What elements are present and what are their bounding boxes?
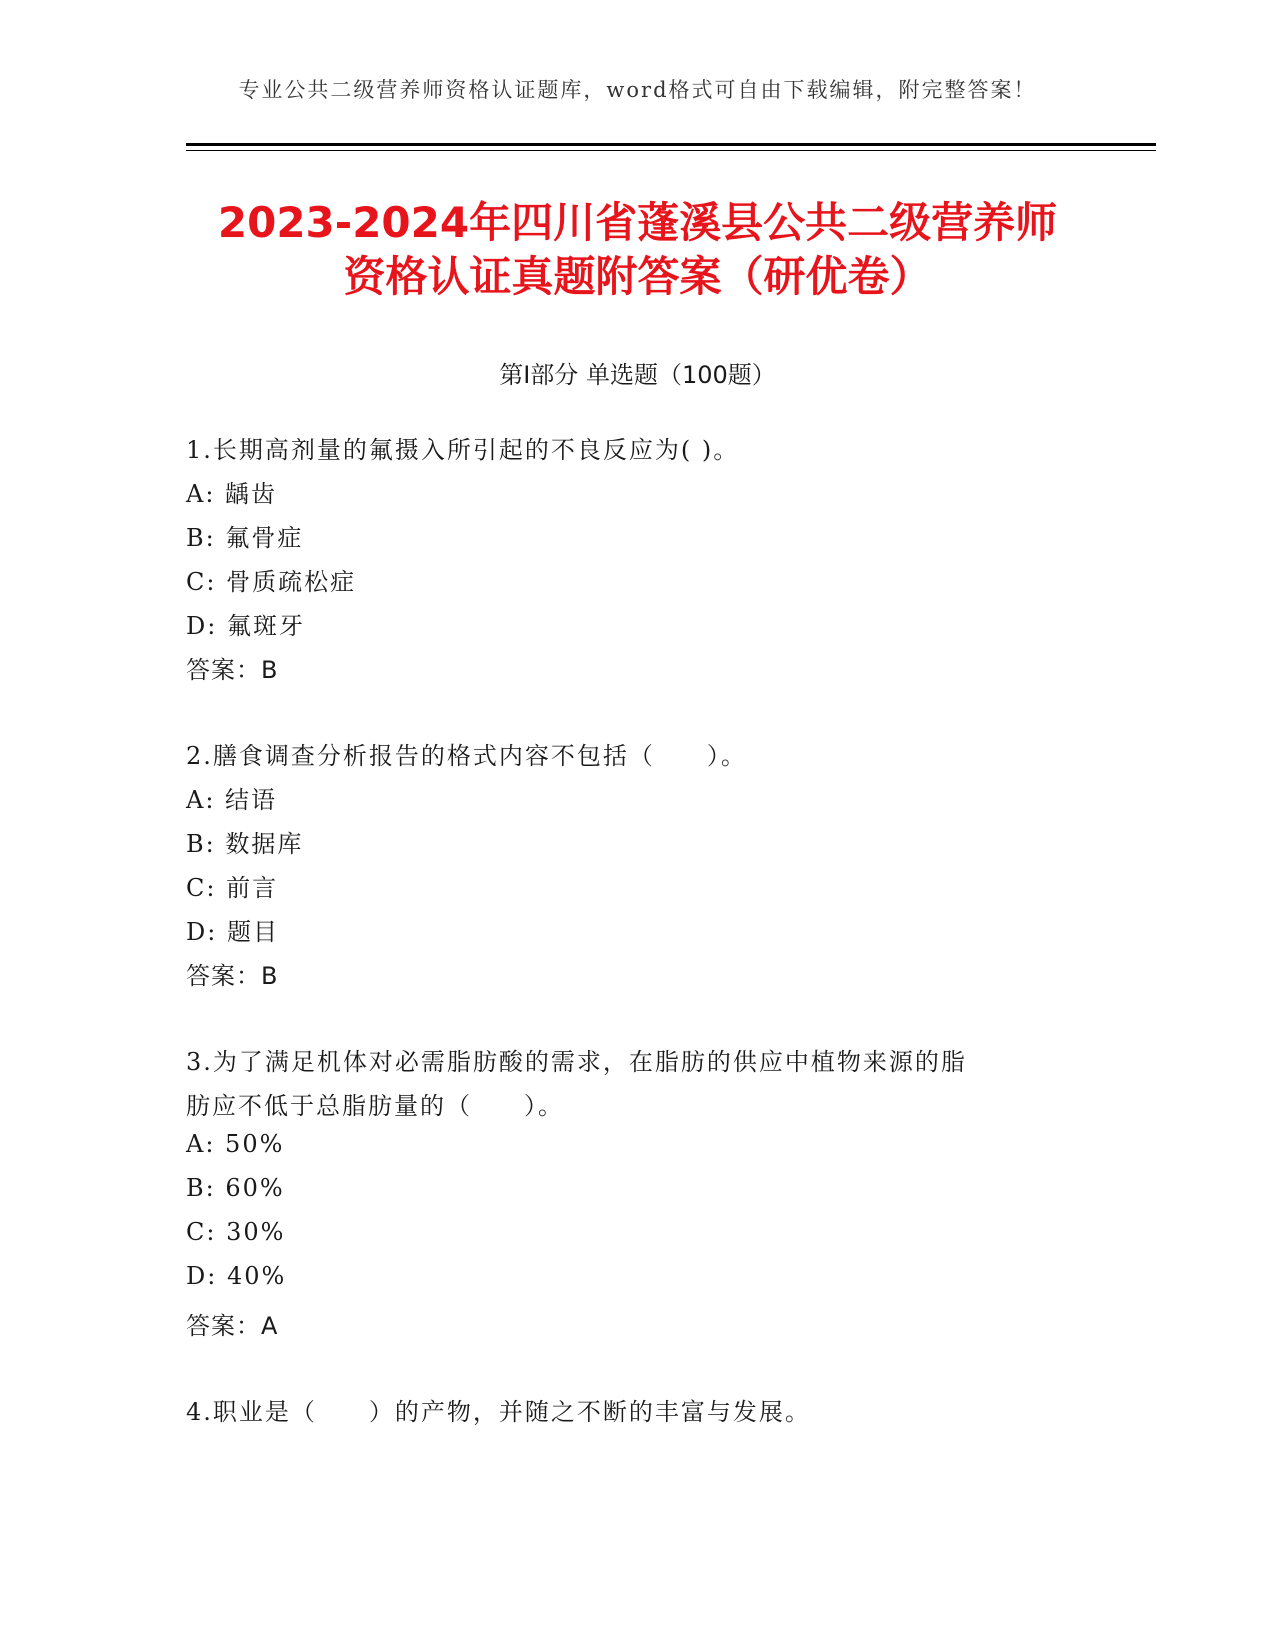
option-b: B: 数据库: [186, 830, 304, 858]
title-line-2: 资格认证真题附答案（研优卷）: [343, 252, 932, 301]
section-title: 第Ⅰ部分 单选题（100题）: [499, 361, 776, 389]
option-a: A: 结语: [186, 786, 278, 814]
title-line-1: 2023-2024年四川省蓬溪县公共二级营养师: [217, 198, 1058, 247]
answer: 答案：B: [186, 656, 279, 684]
option-a: A: 50%: [186, 1130, 285, 1158]
option-c: C: 骨质疏松症: [186, 568, 357, 596]
header-note: 专业公共二级营养师资格认证题库，word格式可自由下载编辑，附完整答案！: [238, 78, 1037, 102]
option-d: D: 氟斑牙: [186, 612, 305, 640]
option-d: D: 40%: [186, 1262, 287, 1290]
question-stem-line-2: 肪应不低于总脂肪量的（ ）。: [186, 1092, 564, 1120]
option-a: A: 龋齿: [186, 480, 278, 508]
option-d: D: 题目: [186, 918, 279, 946]
question-stem: 1.长期高剂量的氟摄入所引起的不良反应为( )。: [186, 436, 740, 464]
header-rule-thin: [186, 150, 1156, 151]
option-c: C: 前言: [186, 874, 279, 902]
document-title: [0, 196, 1275, 304]
question-stem: 2.膳食调查分析报告的格式内容不包括（ ）。: [186, 742, 747, 770]
question-stem-line-1: 3.为了满足机体对必需脂肪酸的需求，在脂肪的供应中植物来源的脂: [186, 1048, 967, 1076]
question-stem: 4.职业是（ ）的产物，并随之不断的丰富与发展。: [186, 1398, 811, 1426]
option-c: C: 30%: [186, 1218, 286, 1246]
header-rule-thick: [186, 143, 1156, 146]
option-b: B: 60%: [186, 1174, 285, 1202]
answer: 答案：B: [186, 962, 279, 990]
option-b: B: 氟骨症: [186, 524, 304, 552]
answer: 答案：A: [186, 1312, 279, 1340]
